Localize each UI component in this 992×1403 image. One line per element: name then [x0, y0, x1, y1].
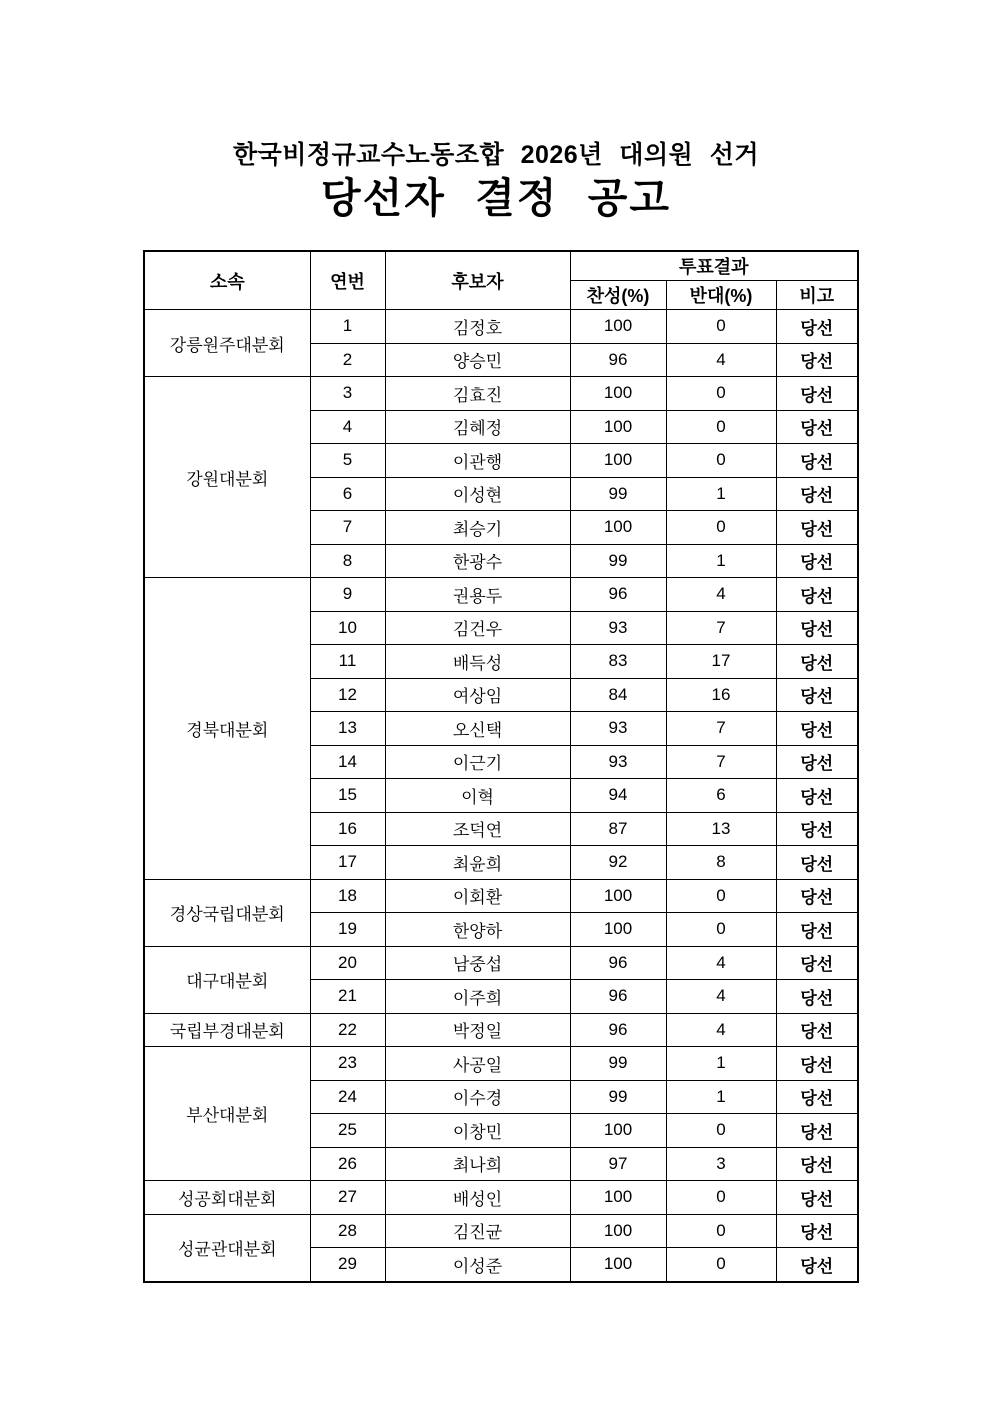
table-row	[144, 1214, 858, 1248]
note-cell: 당선	[776, 779, 858, 813]
note-cell: 당선	[776, 544, 858, 578]
approve-cell: 100	[570, 1114, 666, 1148]
affiliation-cell: 경북대분회	[144, 578, 310, 880]
table-row	[144, 1013, 858, 1047]
oppose-cell: 3	[666, 1147, 776, 1181]
affiliation-cell: 경상국립대분회	[144, 879, 310, 946]
number-cell: 21	[310, 980, 385, 1014]
affiliation-cell: 강릉원주대분회	[144, 310, 310, 377]
number-cell: 4	[310, 410, 385, 444]
number-cell: 13	[310, 712, 385, 746]
number-cell: 1	[310, 310, 385, 344]
candidate-cell: 최승기	[385, 511, 570, 545]
number-cell: 16	[310, 812, 385, 846]
candidate-cell: 오신택	[385, 712, 570, 746]
number-cell: 26	[310, 1147, 385, 1181]
approve-cell: 93	[570, 745, 666, 779]
note-cell: 당선	[776, 343, 858, 377]
number-cell: 18	[310, 879, 385, 913]
affiliation-cell: 대구대분회	[144, 946, 310, 1013]
approve-cell: 99	[570, 544, 666, 578]
table-row	[144, 1181, 858, 1215]
oppose-cell: 6	[666, 779, 776, 813]
candidate-cell: 양승민	[385, 343, 570, 377]
affiliation-cell: 성균관대분회	[144, 1214, 310, 1282]
note-cell: 당선	[776, 846, 858, 880]
number-cell: 28	[310, 1214, 385, 1248]
note-cell: 당선	[776, 946, 858, 980]
candidate-cell: 이창민	[385, 1114, 570, 1148]
oppose-cell: 0	[666, 879, 776, 913]
number-cell: 5	[310, 444, 385, 478]
approve-cell: 100	[570, 310, 666, 344]
oppose-cell: 7	[666, 745, 776, 779]
approve-cell: 100	[570, 913, 666, 947]
oppose-cell: 1	[666, 1080, 776, 1114]
note-cell: 당선	[776, 1214, 858, 1248]
candidate-cell: 김정호	[385, 310, 570, 344]
document-subtitle: 한국비정규교수노동조합 2026년 대의원 선거	[232, 141, 759, 169]
oppose-cell: 4	[666, 1013, 776, 1047]
candidate-cell: 이관행	[385, 444, 570, 478]
approve-cell: 99	[570, 477, 666, 511]
number-cell: 8	[310, 544, 385, 578]
candidate-cell: 조덕연	[385, 812, 570, 846]
approve-cell: 99	[570, 1080, 666, 1114]
note-cell: 당선	[776, 645, 858, 679]
approve-cell: 100	[570, 1214, 666, 1248]
candidate-cell: 김진균	[385, 1214, 570, 1248]
oppose-cell: 1	[666, 477, 776, 511]
oppose-cell: 7	[666, 712, 776, 746]
note-cell: 당선	[776, 611, 858, 645]
candidate-cell: 권용두	[385, 578, 570, 612]
table-row	[144, 377, 858, 411]
approve-cell: 92	[570, 846, 666, 880]
candidate-cell: 사공일	[385, 1047, 570, 1081]
number-cell: 29	[310, 1248, 385, 1282]
note-cell: 당선	[776, 1147, 858, 1181]
oppose-cell: 1	[666, 544, 776, 578]
table-row	[144, 1047, 858, 1081]
approve-cell: 93	[570, 611, 666, 645]
approve-cell: 97	[570, 1147, 666, 1181]
candidate-cell: 최나희	[385, 1147, 570, 1181]
candidate-cell: 이회환	[385, 879, 570, 913]
number-cell: 10	[310, 611, 385, 645]
approve-cell: 87	[570, 812, 666, 846]
oppose-cell: 13	[666, 812, 776, 846]
note-cell: 당선	[776, 980, 858, 1014]
header-note: 비고	[776, 281, 858, 310]
number-cell: 22	[310, 1013, 385, 1047]
candidate-cell: 박정일	[385, 1013, 570, 1047]
oppose-cell: 0	[666, 377, 776, 411]
affiliation-cell: 성공회대분회	[144, 1181, 310, 1215]
number-cell: 12	[310, 678, 385, 712]
candidate-cell: 이주희	[385, 980, 570, 1014]
oppose-cell: 4	[666, 578, 776, 612]
header-vote-result: 투표결과	[570, 251, 858, 281]
oppose-cell: 4	[666, 946, 776, 980]
header-approve: 찬성(%)	[570, 281, 666, 310]
candidate-cell: 배득성	[385, 645, 570, 679]
note-cell: 당선	[776, 812, 858, 846]
note-cell: 당선	[776, 578, 858, 612]
table-row	[144, 310, 858, 344]
number-cell: 27	[310, 1181, 385, 1215]
note-cell: 당선	[776, 1248, 858, 1282]
oppose-cell: 0	[666, 1214, 776, 1248]
candidate-cell: 최윤희	[385, 846, 570, 880]
oppose-cell: 0	[666, 1181, 776, 1215]
note-cell: 당선	[776, 678, 858, 712]
note-cell: 당선	[776, 477, 858, 511]
oppose-cell: 0	[666, 310, 776, 344]
approve-cell: 83	[570, 645, 666, 679]
oppose-cell: 0	[666, 913, 776, 947]
approve-cell: 96	[570, 343, 666, 377]
note-cell: 당선	[776, 745, 858, 779]
candidate-cell: 이성현	[385, 477, 570, 511]
oppose-cell: 1	[666, 1047, 776, 1081]
approve-cell: 100	[570, 511, 666, 545]
oppose-cell: 0	[666, 444, 776, 478]
oppose-cell: 4	[666, 980, 776, 1014]
affiliation-cell: 부산대분회	[144, 1047, 310, 1181]
header-oppose: 반대(%)	[666, 281, 776, 310]
oppose-cell: 17	[666, 645, 776, 679]
note-cell: 당선	[776, 1080, 858, 1114]
number-cell: 14	[310, 745, 385, 779]
oppose-cell: 4	[666, 343, 776, 377]
note-cell: 당선	[776, 444, 858, 478]
approve-cell: 100	[570, 410, 666, 444]
oppose-cell: 0	[666, 410, 776, 444]
approve-cell: 100	[570, 879, 666, 913]
candidate-cell: 김건우	[385, 611, 570, 645]
note-cell: 당선	[776, 913, 858, 947]
results-table	[143, 250, 859, 1283]
note-cell: 당선	[776, 377, 858, 411]
approve-cell: 94	[570, 779, 666, 813]
approve-cell: 99	[570, 1047, 666, 1081]
number-cell: 2	[310, 343, 385, 377]
number-cell: 9	[310, 578, 385, 612]
number-cell: 25	[310, 1114, 385, 1148]
header-affiliation: 소속	[144, 251, 310, 310]
oppose-cell: 16	[666, 678, 776, 712]
candidate-cell: 배성인	[385, 1181, 570, 1215]
number-cell: 6	[310, 477, 385, 511]
note-cell: 당선	[776, 1181, 858, 1215]
approve-cell: 96	[570, 946, 666, 980]
note-cell: 당선	[776, 1013, 858, 1047]
candidate-cell: 이수경	[385, 1080, 570, 1114]
candidate-cell: 남중섭	[385, 946, 570, 980]
candidate-cell: 한양하	[385, 913, 570, 947]
number-cell: 24	[310, 1080, 385, 1114]
affiliation-cell: 강원대분회	[144, 377, 310, 578]
header-number: 연번	[310, 251, 385, 310]
candidate-cell: 김효진	[385, 377, 570, 411]
candidate-cell: 한광수	[385, 544, 570, 578]
header-row-1	[144, 251, 858, 281]
approve-cell: 100	[570, 1181, 666, 1215]
approve-cell: 100	[570, 377, 666, 411]
oppose-cell: 7	[666, 611, 776, 645]
number-cell: 20	[310, 946, 385, 980]
oppose-cell: 8	[666, 846, 776, 880]
approve-cell: 93	[570, 712, 666, 746]
table-row	[144, 879, 858, 913]
number-cell: 11	[310, 645, 385, 679]
oppose-cell: 0	[666, 1114, 776, 1148]
number-cell: 23	[310, 1047, 385, 1081]
affiliation-cell: 국립부경대분회	[144, 1013, 310, 1047]
results-table-body	[144, 310, 858, 1282]
number-cell: 15	[310, 779, 385, 813]
note-cell: 당선	[776, 879, 858, 913]
approve-cell: 84	[570, 678, 666, 712]
table-row	[144, 578, 858, 612]
candidate-cell: 이성준	[385, 1248, 570, 1282]
note-cell: 당선	[776, 310, 858, 344]
note-cell: 당선	[776, 1114, 858, 1148]
header-candidate: 후보자	[385, 251, 570, 310]
candidate-cell: 이근기	[385, 745, 570, 779]
table-row	[144, 946, 858, 980]
approve-cell: 100	[570, 444, 666, 478]
note-cell: 당선	[776, 410, 858, 444]
approve-cell: 96	[570, 980, 666, 1014]
document-title: 당선자 결정 공고	[320, 175, 672, 221]
number-cell: 19	[310, 913, 385, 947]
approve-cell: 96	[570, 578, 666, 612]
note-cell: 당선	[776, 511, 858, 545]
note-cell: 당선	[776, 1047, 858, 1081]
number-cell: 3	[310, 377, 385, 411]
note-cell: 당선	[776, 712, 858, 746]
candidate-cell: 김혜정	[385, 410, 570, 444]
candidate-cell: 여상임	[385, 678, 570, 712]
number-cell: 7	[310, 511, 385, 545]
results-table-header	[144, 251, 858, 310]
oppose-cell: 0	[666, 511, 776, 545]
oppose-cell: 0	[666, 1248, 776, 1282]
approve-cell: 100	[570, 1248, 666, 1282]
approve-cell: 96	[570, 1013, 666, 1047]
number-cell: 17	[310, 846, 385, 880]
candidate-cell: 이혁	[385, 779, 570, 813]
